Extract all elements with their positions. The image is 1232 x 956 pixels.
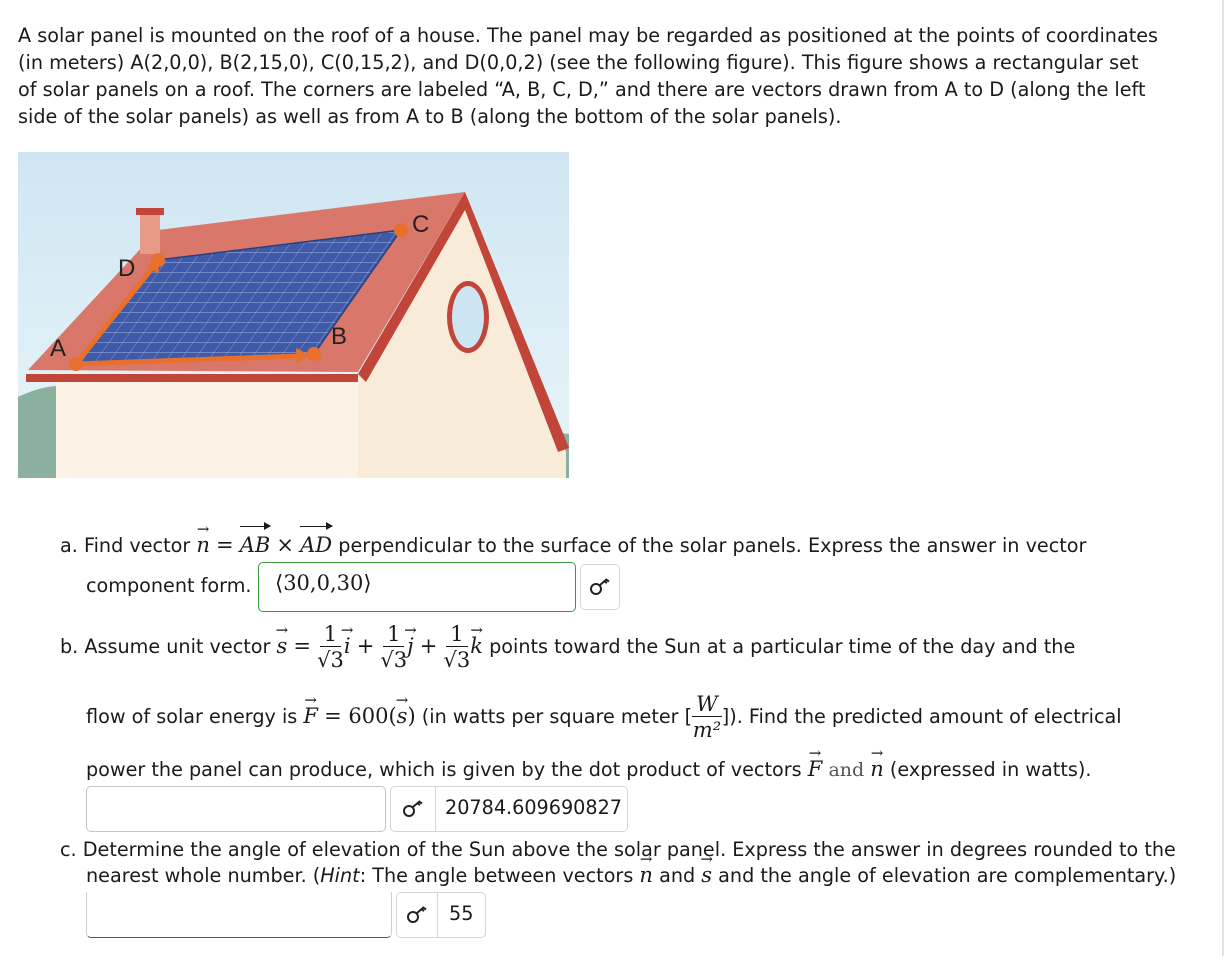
label-d: D — [118, 255, 136, 282]
chimney-cap — [136, 208, 164, 215]
part-b-line-1 — [60, 616, 1075, 677]
vector-ab-symbol: AB — [239, 533, 271, 557]
fraction-k-num: 1 — [446, 622, 467, 647]
line2-mid: : The angle between vectors — [359, 864, 634, 887]
part-c-line-1: c. Determine the angle of elevation of the Sun above the solar panel. Express the answer in degrees rounded to the — [60, 838, 1176, 861]
part-c-answer-input[interactable] — [86, 892, 392, 938]
units-num: W — [692, 692, 722, 717]
vector-n-symbol: → n — [196, 532, 210, 559]
part-a-line-2: component form. — [86, 574, 252, 597]
fraction-j-num: 1 — [383, 622, 404, 647]
units-suffix: ]). Find the predicted amount of electrical — [721, 705, 1122, 728]
plus-sign-1: + — [356, 634, 375, 658]
part-b-correct-value: 20784.609690827 — [445, 796, 623, 819]
fraction-i-den: √3 — [317, 648, 344, 672]
intro-line-2: (in meters) A(2,0,0), B(2,15,0), C(0,15,2), and D(0,0,2) (see the following figure). This figure shows a rectangular set — [18, 51, 1139, 74]
units-fraction — [692, 692, 722, 743]
solar-panel-roof-figure — [18, 152, 569, 478]
part-a-answer-value: ⟨30,0,30⟩ — [275, 571, 372, 595]
vector-j-symbol: → j — [407, 616, 414, 676]
vector-s-symbol: → s — [277, 616, 288, 676]
vector-f-symbol: → F — [303, 686, 318, 746]
vector-k-symbol: → k — [470, 616, 483, 676]
fraction-k-den: √3 — [443, 648, 471, 672]
part-a-prefix: a. Find vector — [60, 534, 191, 557]
part-a-suffix: perpendicular to the surface of the solar panels. Express the answer in vector — [338, 534, 1087, 557]
key-icon — [589, 578, 611, 596]
window-glass — [452, 286, 484, 348]
point-d — [151, 253, 165, 267]
line2-suffix: and the angle of elevation are complementary.) — [718, 864, 1177, 887]
part-b-suffix: points toward the Sun at a particular time of the day and the — [489, 635, 1076, 658]
part-a-line-1 — [60, 532, 1086, 559]
line3-prefix: power the panel can produce, which is given by the dot product of vectors — [86, 758, 802, 781]
part-c-line-2 — [86, 862, 1176, 889]
part-b-key-pill[interactable] — [390, 786, 628, 832]
plus-sign-2: + — [419, 634, 438, 658]
part-b-line-3 — [86, 752, 1091, 787]
vector-n-symbol-2: → n — [870, 752, 884, 786]
units-den: m² — [692, 718, 722, 742]
vector-n-symbol-3: → n — [639, 862, 653, 889]
fraction-i-num: 1 — [320, 622, 341, 647]
part-b-answer-input[interactable] — [86, 786, 386, 832]
key-icon — [402, 800, 424, 818]
problem-intro — [18, 22, 1188, 130]
point-c — [394, 223, 408, 237]
roof-eave — [26, 374, 358, 382]
part-a-key-button[interactable] — [580, 564, 620, 610]
part-c-key-pill[interactable] — [396, 892, 486, 938]
flow-value: = 600( — [324, 704, 397, 728]
part-a-answer-input[interactable] — [258, 562, 576, 612]
times-sign: × — [276, 533, 295, 557]
line3-suffix: (expressed in watts). — [889, 758, 1092, 781]
equals-sign-b: = — [293, 634, 311, 658]
label-b: B — [331, 323, 348, 350]
part-c-key-button[interactable] — [397, 893, 438, 937]
fraction-k — [444, 622, 471, 673]
scrollbar-track — [1222, 0, 1224, 956]
flow-close: ) — [407, 704, 416, 728]
house-front-wall — [56, 380, 358, 478]
intro-line-4: side of the solar panels) as well as from A to B (along the bottom of the solar panels). — [18, 105, 842, 128]
part-c-correct-value: 55 — [449, 902, 474, 925]
hint-word: Hint — [320, 864, 360, 887]
key-icon — [406, 906, 428, 924]
vector-s-symbol-3: → s — [701, 862, 712, 889]
line2-prefix: nearest whole number. ( — [86, 864, 321, 887]
intro-line-1: A solar panel is mounted on the roof of a house. The panel may be regarded as positioned at the points of coordinates — [18, 24, 1159, 47]
part-b-line-2 — [86, 686, 1122, 747]
and-word: and — [828, 759, 865, 781]
part-b-key-button[interactable] — [391, 787, 436, 831]
flow-prefix: flow of solar energy is — [86, 705, 298, 728]
label-c: C — [412, 211, 430, 238]
point-b — [307, 347, 321, 361]
vector-ad-symbol: AD — [300, 533, 333, 557]
fraction-i — [317, 622, 344, 673]
vector-i-symbol: → i — [344, 616, 351, 676]
vector-s-symbol-2: → s — [397, 686, 408, 746]
and-word-c: and — [659, 864, 696, 887]
chimney — [140, 212, 160, 254]
vector-f-symbol-2: → F — [808, 752, 823, 786]
equals-sign: = — [215, 533, 234, 557]
label-a: A — [50, 335, 67, 362]
part-b-prefix: b. Assume unit vector — [60, 635, 271, 658]
fraction-j-den: √3 — [380, 648, 408, 672]
point-a — [69, 357, 83, 371]
units-prefix: (in watts per square meter [ — [421, 705, 693, 728]
intro-line-3: of solar panels on a roof. The corners are labeled “A, B, C, D,” and there are vectors drawn from A to D (along the left — [18, 78, 1146, 101]
